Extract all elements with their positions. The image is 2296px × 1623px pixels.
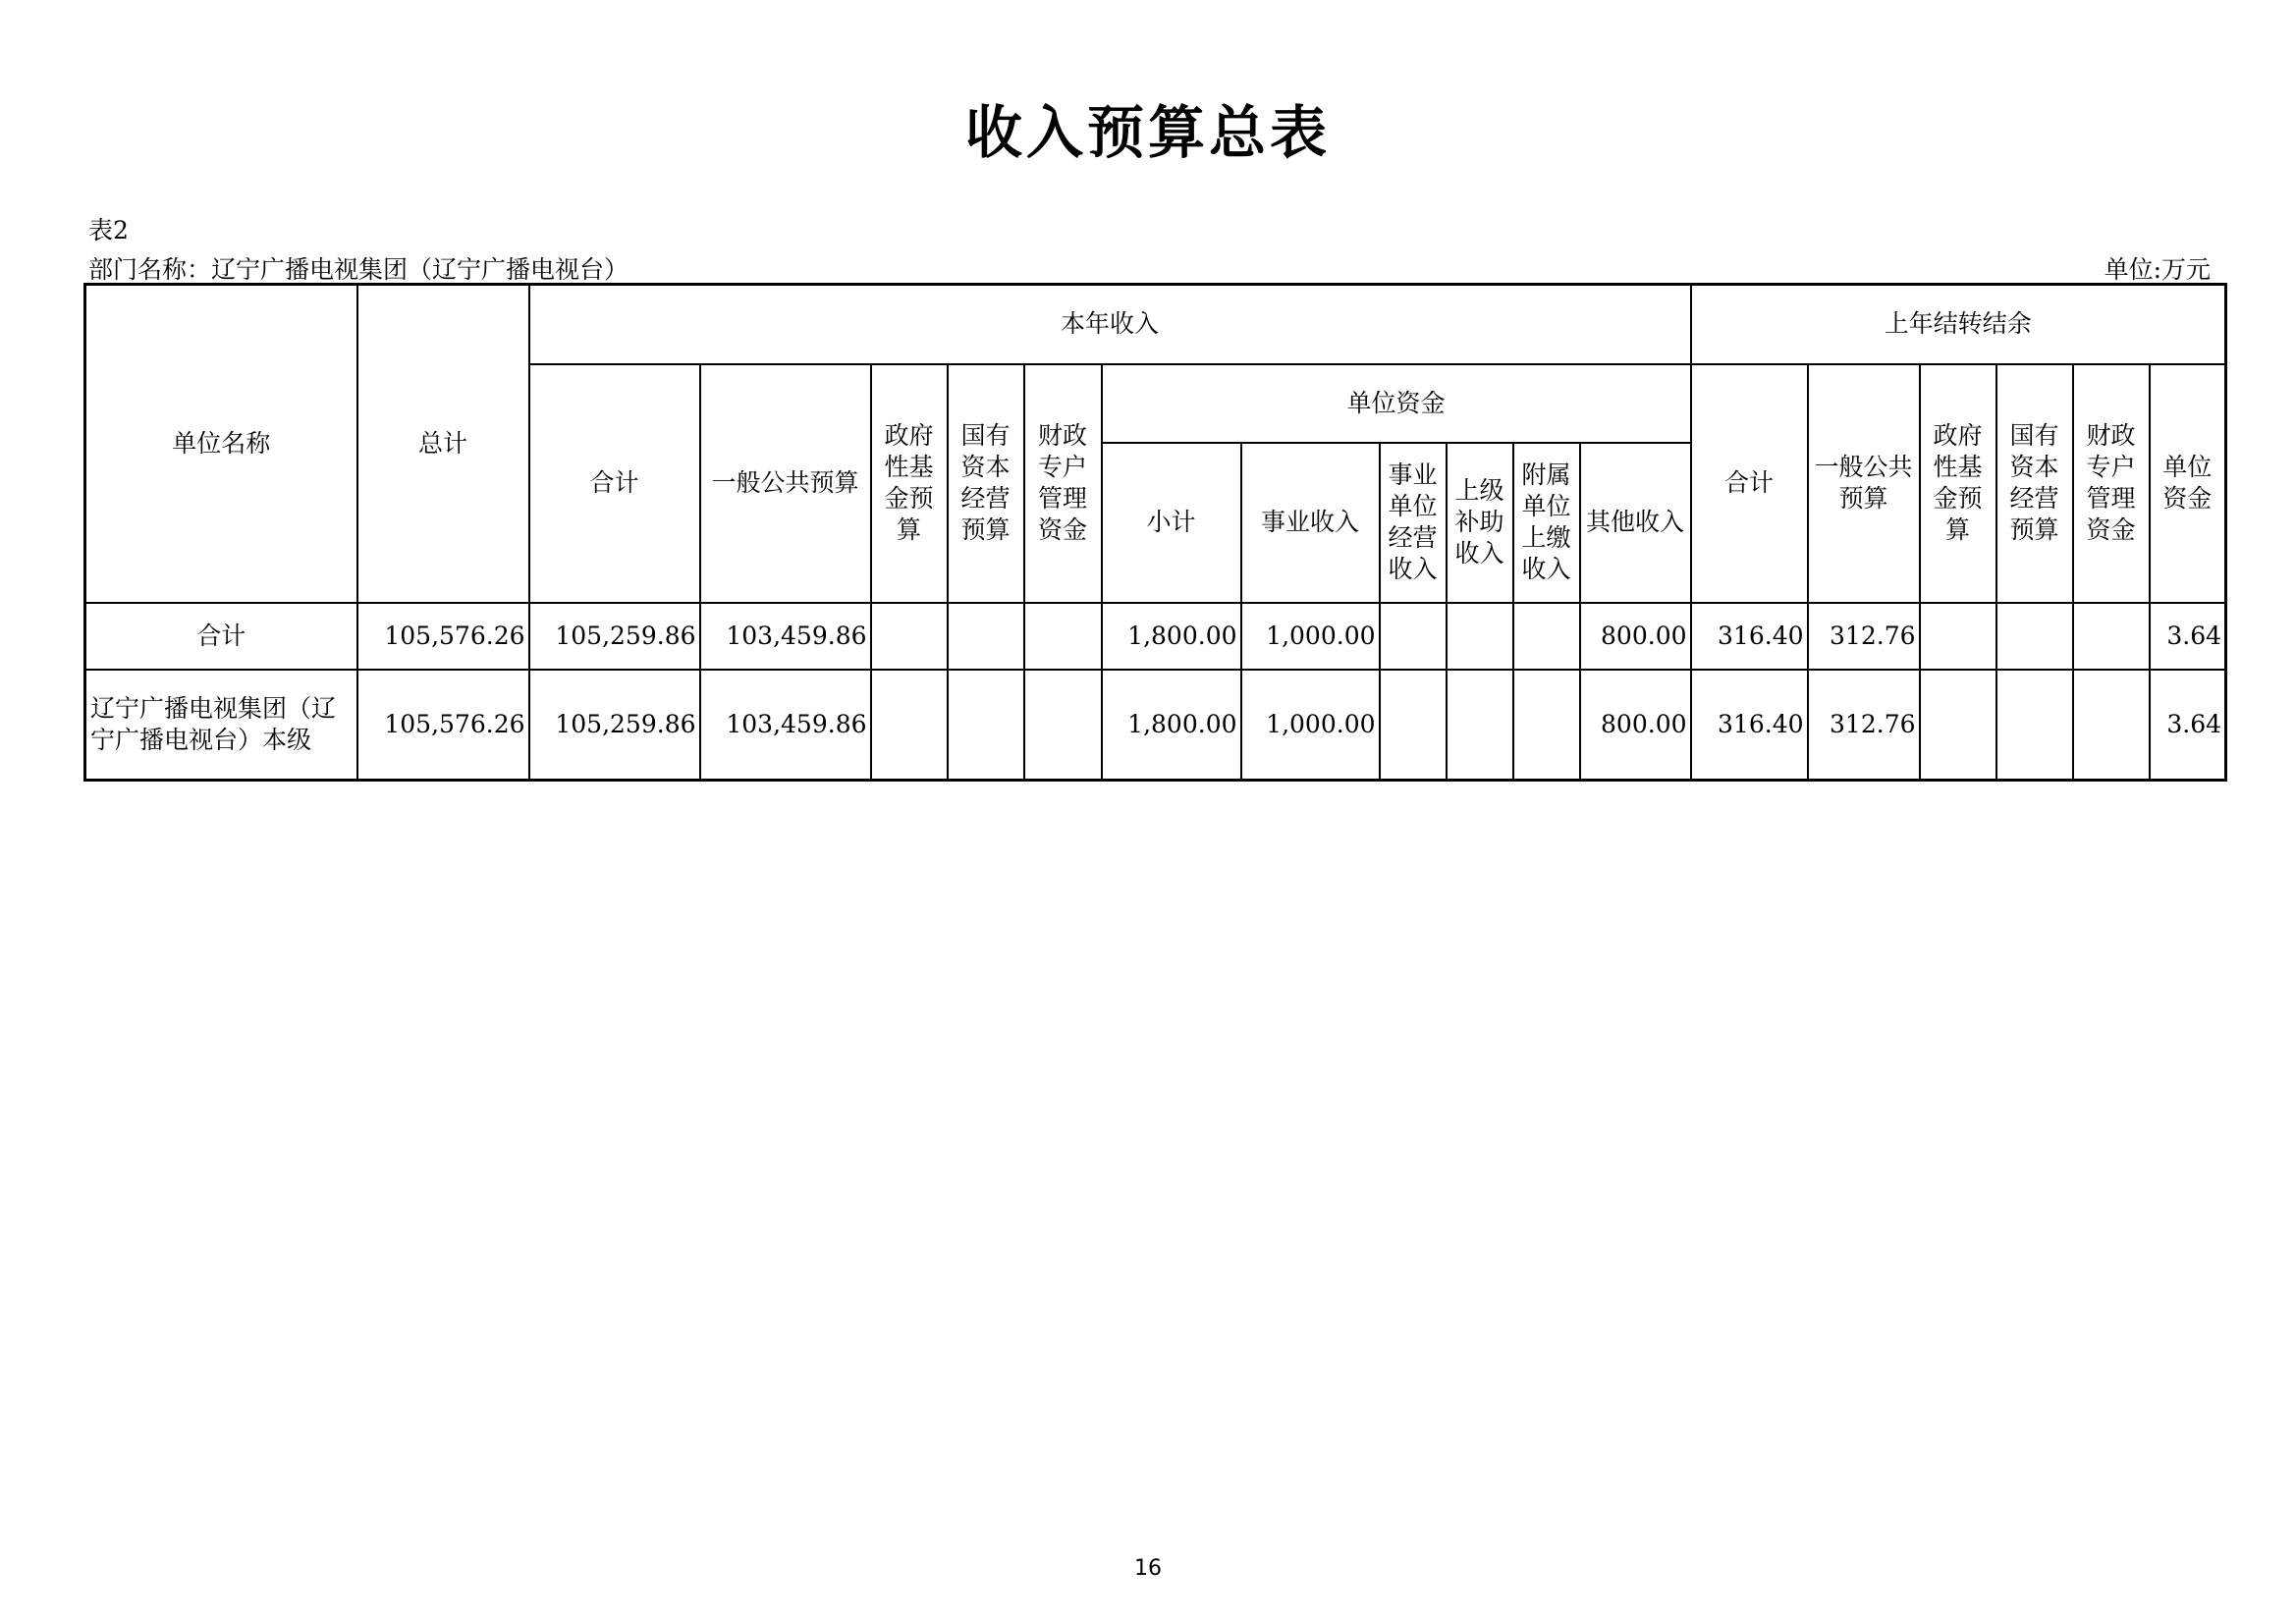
cell-py-gov-fund [1920,603,1996,670]
cell-py-fiscal-special [2073,670,2150,781]
header-cy-gov-fund: 政府性基金预算 [871,364,948,603]
cell-uf-operating [1380,670,1447,781]
header-py-state-capital: 国有资本经营预算 [1996,364,2073,603]
cell-cy-state-capital [948,603,1024,670]
header-py-unit-funds: 单位资金 [2150,364,2226,603]
cell-total: 105,576.26 [357,603,529,670]
cell-uf-superior [1447,603,1513,670]
header-cy-general: 一般公共预算 [700,364,871,603]
cell-cy-total: 105,259.86 [529,603,700,670]
header-current-year: 本年收入 [529,285,1691,364]
header-cy-total: 合计 [529,364,700,603]
header-unit-name: 单位名称 [85,285,357,603]
cell-uf-subtotal: 1,800.00 [1102,670,1241,781]
header-uf-other: 其他收入 [1580,443,1691,603]
cell-cy-gov-fund [871,603,948,670]
header-py-total: 合计 [1691,364,1808,603]
cell-py-unit-funds: 3.64 [2150,603,2226,670]
header-cy-state-capital: 国有资本经营预算 [948,364,1024,603]
cell-py-gov-fund [1920,670,1996,781]
header-uf-operating: 事业单位经营收入 [1380,443,1447,603]
cell-cy-total: 105,259.86 [529,670,700,781]
department-name: 部门名称：辽宁广播电视集团（辽宁广播电视台） [88,255,629,284]
cell-py-fiscal-special [2073,603,2150,670]
header-py-fiscal-special: 财政专户管理资金 [2073,364,2150,603]
page-title: 收入预算总表 [964,99,1331,166]
cell-cy-gov-fund [871,670,948,781]
cell-uf-affiliated [1513,603,1580,670]
header-uf-superior: 上级补助收入 [1447,443,1513,603]
cell-uf-operating [1380,603,1447,670]
header-py-gov-fund: 政府性基金预算 [1920,364,1996,603]
cell-uf-business: 1,000.00 [1241,670,1380,781]
cell-py-unit-funds: 3.64 [2150,670,2226,781]
cell-uf-other: 800.00 [1580,603,1691,670]
cell-py-state-capital [1996,670,2073,781]
header-cy-fiscal-special: 财政专户管理资金 [1024,364,1102,603]
cell-uf-subtotal: 1,800.00 [1102,603,1241,670]
cell-uf-other: 800.00 [1580,670,1691,781]
cell-py-total: 316.40 [1691,603,1808,670]
cell-cy-fiscal-special [1024,603,1102,670]
header-uf-affiliated: 附属单位上缴收入 [1513,443,1580,603]
cell-py-general: 312.76 [1808,603,1920,670]
header-total: 总计 [357,285,529,603]
row-name: 辽宁广播电视集团（辽宁广播电视台）本级 [85,670,357,781]
cell-total: 105,576.26 [357,670,529,781]
cell-uf-business: 1,000.00 [1241,603,1380,670]
table-number: 表2 [88,216,129,244]
header-uf-subtotal: 小计 [1102,443,1241,603]
cell-cy-state-capital [948,670,1024,781]
row-name: 合计 [85,603,357,670]
header-unit-funds: 单位资金 [1102,364,1691,443]
table-row [85,670,2226,781]
cell-py-total: 316.40 [1691,670,1808,781]
header-uf-business: 事业收入 [1241,443,1380,603]
page-number: 16 [1134,1556,1162,1581]
cell-py-general: 312.76 [1808,670,1920,781]
cell-cy-fiscal-special [1024,670,1102,781]
cell-py-state-capital [1996,603,2073,670]
income-budget-table [83,283,2227,782]
header-py-general: 一般公共预算 [1808,364,1920,603]
header-prior-year: 上年结转结余 [1691,285,2226,364]
cell-cy-general: 103,459.86 [700,603,871,670]
table-row [85,603,2226,670]
cell-uf-superior [1447,670,1513,781]
cell-cy-general: 103,459.86 [700,670,871,781]
header-row-1 [85,285,2226,364]
unit-label: 单位:万元 [2104,255,2211,284]
cell-uf-affiliated [1513,670,1580,781]
